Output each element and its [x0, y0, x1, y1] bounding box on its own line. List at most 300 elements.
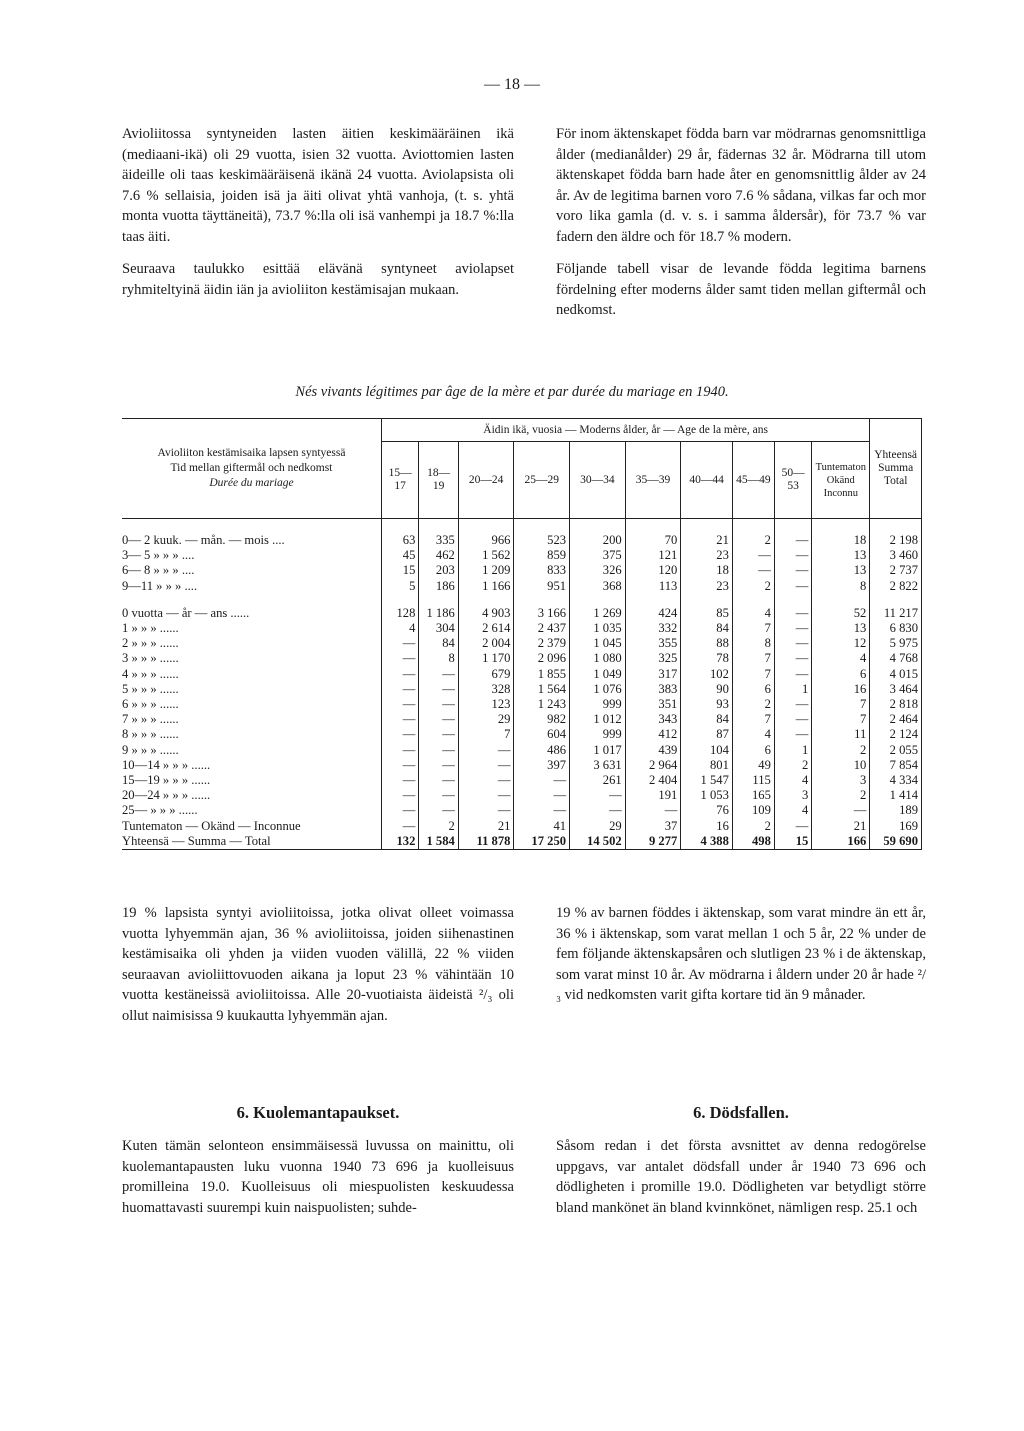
- spacer-cell: [774, 519, 811, 532]
- row-label: 20—24 » » » ......: [122, 788, 211, 803]
- table-cell: 368: [570, 579, 626, 594]
- table-cell: 41: [514, 819, 570, 834]
- table-cell: 424: [625, 606, 681, 621]
- table-cell: —: [458, 803, 514, 818]
- table-cell: 2 464: [870, 712, 922, 727]
- table-cell: 52: [812, 606, 870, 621]
- row-label: 9 » » » ......: [122, 742, 179, 757]
- table-cell: —: [381, 697, 418, 712]
- table-cell: 37: [625, 819, 681, 834]
- table-cell: 999: [570, 727, 626, 742]
- table-cell: 486: [514, 743, 570, 758]
- row-label: 1 » » » ......: [122, 621, 179, 636]
- table-cell: 375: [570, 548, 626, 563]
- table-title: Nés vivants légitimes par âge de la mère et par durée du mariage en 1940.: [295, 384, 729, 400]
- table-cell: 3 464: [870, 682, 922, 697]
- table-cell: 76: [681, 803, 733, 818]
- table-cell: —: [570, 788, 626, 803]
- table-cell: 2: [732, 819, 774, 834]
- spacer-cell: [381, 519, 418, 532]
- table-cell: —: [774, 621, 811, 636]
- col-header-25-29: 25—29: [514, 442, 570, 519]
- table-cell: —: [381, 636, 418, 651]
- table-cell: 13: [812, 548, 870, 563]
- table-cell: —: [419, 727, 458, 742]
- col-header-40-44: 40—44: [681, 442, 733, 519]
- table-cell: 3: [774, 788, 811, 803]
- row-label: 3— 5 » » » ....: [122, 548, 195, 563]
- table-cell: 169: [870, 819, 922, 834]
- table-cell: —: [514, 788, 570, 803]
- row-label: 6— 8 » » » ....: [122, 563, 195, 578]
- table-cell: 383: [625, 682, 681, 697]
- intro-finnish: [122, 124, 514, 300]
- col-header-35-39: 35—39: [625, 442, 681, 519]
- mother-age-group-header: Äidin ikä, vuosia — Moderns ålder, år — Age de la mère, ans: [381, 419, 869, 442]
- table-cell: 6 830: [870, 621, 922, 636]
- table-row: [122, 682, 922, 697]
- table-cell: —: [419, 667, 458, 682]
- table-cell: 412: [625, 727, 681, 742]
- table-cell: 85: [681, 606, 733, 621]
- table-cell: 317: [625, 667, 681, 682]
- table-cell: 5 975: [870, 636, 922, 651]
- section-title-fi: 6. Kuolemantapaukset.: [236, 1103, 400, 1122]
- table-cell: 2 964: [625, 758, 681, 773]
- table-cell: 2 822: [870, 579, 922, 594]
- table-cell: 186: [419, 579, 458, 594]
- table-cell: 355: [625, 636, 681, 651]
- stub-header-fr: Durée du mariage: [209, 477, 294, 489]
- table-cell: 1 012: [570, 712, 626, 727]
- table-cell: —: [458, 773, 514, 788]
- intro-sv-paragraph-1: För inom äktenskapet födda barn var mödrarnas genomsnittliga ålder (medianålder) 29 år, fädernas 32 år. Mödrarna till utom äktenskapet födda barn hade åter en genomsnittlig ålder av 24 år. Av de legitima barnen voro 7.6 % sådana, vilkas far och mor voro lika gamla (d. v. s. i samma åldersår), för 73.7 % var fadern den äldre och för 18.7 % modern.: [556, 126, 926, 245]
- table-cell: —: [570, 803, 626, 818]
- spacer-cell: [774, 594, 811, 606]
- table-cell: 128: [381, 606, 418, 621]
- table-cell: 1 186: [419, 606, 458, 621]
- table-cell: 189: [870, 803, 922, 818]
- table-cell: 166: [812, 834, 870, 850]
- table-cell: 999: [570, 697, 626, 712]
- table-cell: 1 045: [570, 636, 626, 651]
- table-cell: —: [774, 548, 811, 563]
- spacer-cell: [681, 594, 733, 606]
- table-row: [122, 773, 922, 788]
- table-cell: 29: [570, 819, 626, 834]
- table-cell: 7: [812, 697, 870, 712]
- row-label: 25— » » » ......: [122, 803, 198, 818]
- table-cell: 132: [381, 834, 418, 850]
- spacer-cell: [514, 594, 570, 606]
- row-spacer: [122, 594, 922, 606]
- table-row: [122, 803, 922, 818]
- table-cell: —: [774, 531, 811, 548]
- table-cell: 2 198: [870, 531, 922, 548]
- section-text-fi: Kuten tämän selonteon ensimmäisessä luvussa on mainittu, oli kuolemantapausten luku vuonna 1940 73 696 ja kuolleisuus promilleina 19.0. Kuolleisuus oli miespuolisten keskuudessa huomattavasti suurempi kuin naispuolisten; suhde-: [122, 1138, 514, 1216]
- table-cell: 351: [625, 697, 681, 712]
- table-cell: 3 166: [514, 606, 570, 621]
- table-cell: —: [458, 758, 514, 773]
- table-cell: 1 547: [681, 773, 733, 788]
- table-cell: 5: [381, 579, 418, 594]
- spacer-cell: [381, 594, 418, 606]
- table-cell: —: [774, 636, 811, 651]
- table-cell: 397: [514, 758, 570, 773]
- table-cell: 90: [681, 682, 733, 697]
- table-cell: —: [381, 727, 418, 742]
- table-cell: 16: [812, 682, 870, 697]
- table-cell: 2 737: [870, 563, 922, 578]
- table-cell: 6: [812, 667, 870, 682]
- col-header-50-53: 50— 53: [774, 442, 811, 519]
- col-header-total: Yhteensä Summa Total: [870, 419, 922, 519]
- col-header-45-49: 45—49: [732, 442, 774, 519]
- table-cell: 29: [458, 712, 514, 727]
- spacer-cell: [812, 594, 870, 606]
- table-cell: 3: [812, 773, 870, 788]
- row-label: 8 » » » ......: [122, 727, 179, 742]
- table-cell: —: [419, 758, 458, 773]
- row-label: 2 » » » ......: [122, 636, 179, 651]
- table-cell: 2: [812, 788, 870, 803]
- table-cell: 21: [681, 531, 733, 548]
- table-cell: 12: [812, 636, 870, 651]
- table-cell: 966: [458, 531, 514, 548]
- table-row: [122, 697, 922, 712]
- table-cell: 335: [419, 531, 458, 548]
- table-cell: —: [625, 803, 681, 818]
- table-cell: 123: [458, 697, 514, 712]
- row-label: 15—19 » » » ......: [122, 773, 211, 788]
- table-cell: 4 015: [870, 667, 922, 682]
- table-cell: 4 903: [458, 606, 514, 621]
- table-cell: 1 049: [570, 667, 626, 682]
- table-row: [122, 819, 922, 834]
- table-cell: 11: [812, 727, 870, 742]
- row-label: Yhteensä — Summa — Total: [122, 834, 381, 850]
- table-cell: 121: [625, 548, 681, 563]
- table-cell: 10: [812, 758, 870, 773]
- row-label: 10—14 » » » ......: [122, 757, 211, 772]
- table-cell: —: [774, 563, 811, 578]
- table-cell: 78: [681, 651, 733, 666]
- table-cell: 325: [625, 651, 681, 666]
- table-cell: 951: [514, 579, 570, 594]
- table-cell: 4: [732, 606, 774, 621]
- table-cell: 23: [681, 548, 733, 563]
- table-cell: 84: [681, 621, 733, 636]
- table-cell: 1 584: [419, 834, 458, 850]
- table-cell: 2 818: [870, 697, 922, 712]
- table-cell: —: [381, 651, 418, 666]
- table-cell: 343: [625, 712, 681, 727]
- intro-fi-paragraph-2: Seuraava taulukko esittää elävänä syntyneet aviolapset ryhmiteltyinä äidin iän ja avioliiton kestämisajan mukaan.: [122, 261, 514, 298]
- table-cell: —: [774, 712, 811, 727]
- table-row: [122, 606, 922, 621]
- table-cell: 6: [732, 743, 774, 758]
- spacer-cell: [870, 519, 922, 532]
- table-cell: 3 460: [870, 548, 922, 563]
- table-cell: —: [381, 803, 418, 818]
- table-cell: 13: [812, 563, 870, 578]
- table-row: [122, 712, 922, 727]
- table-cell: —: [381, 758, 418, 773]
- table-cell: 7 854: [870, 758, 922, 773]
- table-cell: 18: [812, 531, 870, 548]
- row-label: 3 » » » ......: [122, 651, 179, 666]
- table-cell: 4: [381, 621, 418, 636]
- table-cell: —: [381, 773, 418, 788]
- table-cell: 23: [681, 579, 733, 594]
- spacer-cell: [419, 519, 458, 532]
- total-row: [122, 834, 922, 850]
- spacer-cell: [870, 594, 922, 606]
- table-cell: 109: [732, 803, 774, 818]
- table-cell: 115: [732, 773, 774, 788]
- table-cell: 2 437: [514, 621, 570, 636]
- table-cell: 604: [514, 727, 570, 742]
- table-cell: 2 096: [514, 651, 570, 666]
- spacer-cell: [458, 519, 514, 532]
- table-cell: 1 243: [514, 697, 570, 712]
- table-cell: 7: [732, 712, 774, 727]
- table-row: [122, 788, 922, 803]
- after-table-finnish: 19 % lapsista syntyi avioliitoissa, jotka olivat olleet voimassa vuotta lyhyemmän ajan, 36 % avioliitoissa, joiden siihenastinen kestämisaika oli yhden ja viiden vuoden välillä, 22 % viiden seuraavan avioliittovuoden aikana ja loput 23 % vähintään 10 vuotta kestäneissä avioliitoissa. Alle 20-vuotiaista äideistä ²/₃ oli ollut naimisissa 9 kuukautta lyhyemmän ajan.: [122, 905, 514, 1024]
- table-cell: 4: [732, 727, 774, 742]
- table-cell: —: [514, 803, 570, 818]
- table-cell: —: [514, 773, 570, 788]
- table-cell: —: [419, 712, 458, 727]
- table-cell: 165: [732, 788, 774, 803]
- table-cell: —: [732, 548, 774, 563]
- row-label: 6 » » » ......: [122, 697, 179, 712]
- row-label: 0 vuotta — år — ans ......: [122, 605, 250, 620]
- table-cell: 8: [812, 579, 870, 594]
- table-cell: 1 269: [570, 606, 626, 621]
- section-title-sv: 6. Dödsfallen.: [693, 1103, 789, 1122]
- table-cell: 439: [625, 743, 681, 758]
- spacer-cell: [625, 594, 681, 606]
- table-cell: 801: [681, 758, 733, 773]
- spacer-cell: [732, 519, 774, 532]
- table-cell: 7: [732, 651, 774, 666]
- page-number: — 18 —: [484, 76, 540, 93]
- table-cell: —: [419, 803, 458, 818]
- table-cell: 17 250: [514, 834, 570, 850]
- table-cell: 63: [381, 531, 418, 548]
- table-cell: 11 217: [870, 606, 922, 621]
- intro-swedish: [556, 124, 926, 321]
- table-cell: 4: [774, 773, 811, 788]
- table-cell: 2: [774, 758, 811, 773]
- table-cell: 4 768: [870, 651, 922, 666]
- table-cell: 859: [514, 548, 570, 563]
- table-cell: —: [774, 667, 811, 682]
- table-cell: 833: [514, 563, 570, 578]
- table-cell: —: [774, 651, 811, 666]
- table-cell: 14 502: [570, 834, 626, 850]
- table-row: [122, 621, 922, 636]
- table-cell: 462: [419, 548, 458, 563]
- table-cell: 2 404: [625, 773, 681, 788]
- table-cell: 523: [514, 531, 570, 548]
- table-row: [122, 727, 922, 742]
- table-cell: 2 614: [458, 621, 514, 636]
- table-cell: —: [774, 606, 811, 621]
- spacer-cell: [122, 519, 381, 532]
- table-cell: 328: [458, 682, 514, 697]
- table-cell: 2 055: [870, 743, 922, 758]
- table-row: [122, 743, 922, 758]
- spacer-cell: [681, 519, 733, 532]
- col-header-15-17: 15— 17: [381, 442, 418, 519]
- table-cell: —: [774, 579, 811, 594]
- table-cell: 11 878: [458, 834, 514, 850]
- table-row: [122, 579, 922, 594]
- spacer-cell: [419, 594, 458, 606]
- table-cell: 4: [812, 651, 870, 666]
- table-cell: 1 564: [514, 682, 570, 697]
- table-cell: 16: [681, 819, 733, 834]
- table-cell: 49: [732, 758, 774, 773]
- section-text-sv: Såsom redan i det första avsnittet av denna redogörelse uppgavs, var antalet dödsfall under år 1940 73 696 och dödligheten i promille 19.0. Dödligheten var betydligt större bland mankönet än bland kvinnkönet, nämligen resp. 25.1 och: [556, 1138, 926, 1216]
- table-cell: 326: [570, 563, 626, 578]
- table-cell: 8: [732, 636, 774, 651]
- table-cell: 2 004: [458, 636, 514, 651]
- spacer-cell: [458, 594, 514, 606]
- table-cell: —: [381, 743, 418, 758]
- spacer-cell: [732, 594, 774, 606]
- table-cell: 2: [812, 743, 870, 758]
- row-label: Tuntematon — Okänd — Inconnue: [122, 818, 301, 833]
- table-body: [122, 519, 922, 850]
- table-cell: 203: [419, 563, 458, 578]
- births-table: [122, 418, 922, 850]
- table-cell: —: [774, 819, 811, 834]
- intro-sv-paragraph-2: Följande tabell visar de levande födda legitima barnens fördelning efter moderns ålder samt tiden mellan giftermål och nedkomst.: [556, 261, 926, 318]
- table-cell: 59 690: [870, 834, 922, 850]
- spacer-cell: [812, 519, 870, 532]
- after-table-swedish: 19 % av barnen föddes i äktenskap, som varat mindre än ett år, 36 % i äktenskap, som varat mellan 1 och 5 år, 22 % under de fem följande äktenskapsåren och slutligen 23 % i de äktenskap, som varat minst 10 år. Av mödrarna i åldern under 20 år hade ²/₃ vid nedkomsten varit gifta kortare tid än 9 månader.: [556, 905, 926, 1003]
- table-cell: —: [812, 803, 870, 818]
- table-cell: 1: [774, 743, 811, 758]
- table-cell: —: [381, 819, 418, 834]
- table-cell: —: [381, 667, 418, 682]
- table-cell: 45: [381, 548, 418, 563]
- table-cell: —: [458, 788, 514, 803]
- table-cell: 4 334: [870, 773, 922, 788]
- spacer-cell: [570, 519, 626, 532]
- table-cell: 21: [458, 819, 514, 834]
- table-cell: 88: [681, 636, 733, 651]
- stub-header-sv: Tid mellan giftermål och nedkomst: [170, 462, 333, 474]
- spacer-cell: [625, 519, 681, 532]
- table-cell: 15: [774, 834, 811, 850]
- table-row: [122, 563, 922, 578]
- table-cell: —: [381, 712, 418, 727]
- table-cell: —: [732, 563, 774, 578]
- table-cell: 120: [625, 563, 681, 578]
- table-cell: 93: [681, 697, 733, 712]
- table-cell: 7: [812, 712, 870, 727]
- table-row: [122, 758, 922, 773]
- row-label: 9—11 » » » ....: [122, 578, 198, 593]
- table-cell: 7: [732, 667, 774, 682]
- table-cell: 1 209: [458, 563, 514, 578]
- table-cell: —: [419, 773, 458, 788]
- table-cell: 1 076: [570, 682, 626, 697]
- spacer-cell: [122, 594, 381, 606]
- table-cell: 7: [732, 621, 774, 636]
- table-cell: 15: [381, 563, 418, 578]
- table-cell: 2: [732, 697, 774, 712]
- table-cell: —: [458, 743, 514, 758]
- table-cell: 4 388: [681, 834, 733, 850]
- table-cell: 104: [681, 743, 733, 758]
- table-cell: 261: [570, 773, 626, 788]
- col-header-20-24: 20—24: [458, 442, 514, 519]
- row-label: 5 » » » ......: [122, 681, 179, 696]
- table-cell: 1 053: [681, 788, 733, 803]
- table-cell: 982: [514, 712, 570, 727]
- intro-fi-paragraph-1: Avioliitossa syntyneiden lasten äitien keskimääräinen ikä (mediaani-ikä) oli 29 vuotta, isien 32 vuotta. Aviottomien lasten äideille oli taas keskimääräisenä ikänä 24 vuotta. Aviolapsista oli 7.6 % sellaisia, joiden isä ja äiti olivat yhtä vanhoja, (t. s. yhtä monta vuotta täyttäneitä), 73.7 %:lla oli isä vanhempi ja 18.7 %:lla taas äiti.: [122, 126, 514, 245]
- table-cell: 4: [774, 803, 811, 818]
- table-row: [122, 667, 922, 682]
- table-cell: 1 166: [458, 579, 514, 594]
- table-cell: 2: [732, 579, 774, 594]
- table-cell: 18: [681, 563, 733, 578]
- table-cell: —: [381, 788, 418, 803]
- table-cell: 304: [419, 621, 458, 636]
- col-header-30-34: 30—34: [570, 442, 626, 519]
- stub-header: [122, 419, 381, 519]
- table-cell: 1 170: [458, 651, 514, 666]
- table-cell: 84: [681, 712, 733, 727]
- table-cell: 9 277: [625, 834, 681, 850]
- table-cell: 102: [681, 667, 733, 682]
- table-cell: 21: [812, 819, 870, 834]
- table-cell: 87: [681, 727, 733, 742]
- row-spacer: [122, 519, 922, 532]
- table-row: [122, 531, 922, 548]
- table-row: [122, 548, 922, 563]
- table-cell: 1 017: [570, 743, 626, 758]
- table-cell: —: [381, 682, 418, 697]
- table-cell: 3 631: [570, 758, 626, 773]
- table-cell: 332: [625, 621, 681, 636]
- table-cell: —: [419, 697, 458, 712]
- row-label: 0— 2 kuuk. — mån. — mois ....: [122, 533, 285, 547]
- table-cell: 498: [732, 834, 774, 850]
- table-cell: —: [419, 743, 458, 758]
- table-cell: 84: [419, 636, 458, 651]
- table-cell: 1: [774, 682, 811, 697]
- row-label: 7 » » » ......: [122, 712, 179, 727]
- table-cell: 2 379: [514, 636, 570, 651]
- table-cell: —: [419, 788, 458, 803]
- table-cell: 1 080: [570, 651, 626, 666]
- table-cell: 2 124: [870, 727, 922, 742]
- table-row: [122, 636, 922, 651]
- table-cell: 8: [419, 651, 458, 666]
- table-cell: 13: [812, 621, 870, 636]
- table-cell: 1 414: [870, 788, 922, 803]
- table-cell: 113: [625, 579, 681, 594]
- table-cell: —: [774, 697, 811, 712]
- table-cell: 70: [625, 531, 681, 548]
- table-cell: —: [419, 682, 458, 697]
